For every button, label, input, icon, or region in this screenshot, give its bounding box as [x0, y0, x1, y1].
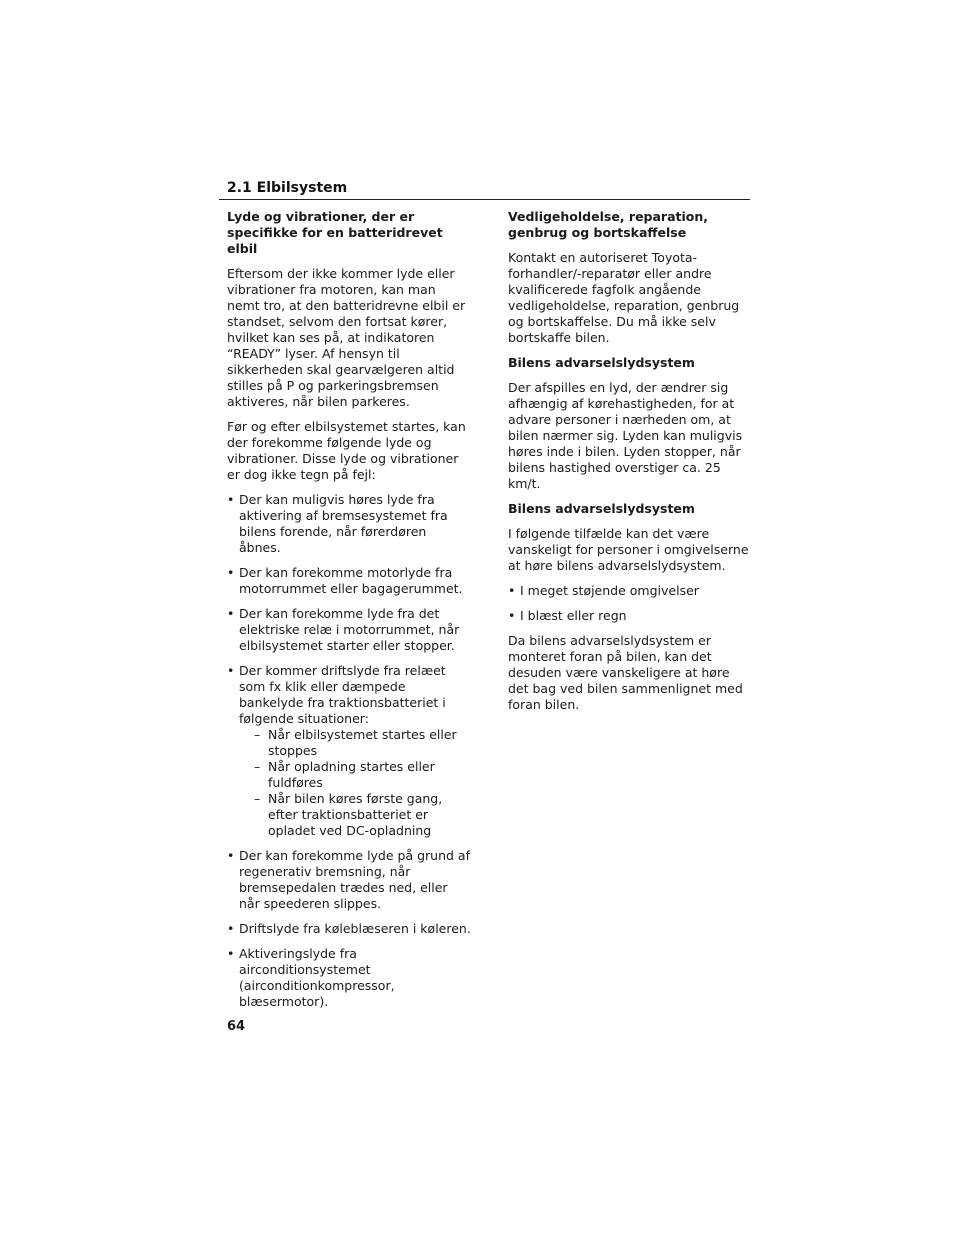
paragraph-front-mounted: Da bilens advarselslydsystem er monteret foran på bilen, kan det desuden være vanskeligere at høre det bag ved bilen sammenlignet med foran bilen.	[508, 633, 743, 712]
paragraph-hard-to-hear: I følgende tilfælde kan det være vanskeligt for personer i omgivelserne at høre bilens advarselslydsystem.	[508, 526, 749, 573]
section-header	[219, 179, 750, 200]
list-item: • Aktiveringslyde fra airconditionsystemet (airconditionkompressor, blæsermotor).	[227, 946, 472, 1010]
section-title: 2.1 Elbilsystem	[227, 180, 348, 196]
list-item: • I meget støjende omgivelser	[508, 583, 753, 599]
paragraph-sounds-intro: Før og efter elbilsystemet startes, kan der forekomme følgende lyde og vibrationer. Disse lyde og vibrationer er dog ikke tegn på fejl:	[227, 419, 466, 482]
paragraph-maintenance: Kontakt en autoriseret Toyota-forhandler/-reparatør eller andre kvalificerede fagfolk angående vedligeholdelse, reparation, genbrug og bortskaffelse. Du må ikke selv bortskaffe bilen.	[508, 250, 740, 345]
list-item: • Der kan muligvis høres lyde fra aktivering af bremsesystemet fra bilens forende, når førerdøren åbnes.	[227, 492, 472, 556]
list-item: • Der kan forekomme motorlyde fra motorrummet eller bagagerummet.	[227, 565, 472, 597]
page-number: 64	[227, 1019, 246, 1034]
sub-list-item: – Når elbilsystemet startes eller stoppes	[239, 727, 472, 759]
list-item: • Driftslyde fra køleblæseren i køleren.	[227, 921, 472, 937]
sub-list-item: – Når bilen køres første gang, efter traktionsbatteriet er opladet ved DC-opladning	[239, 791, 472, 839]
list-item: • Der kan forekomme lyde fra det elektriske relæ i motorrummet, når elbilsystemet starter eller stopper.	[227, 606, 472, 654]
header-divider	[219, 199, 750, 200]
sounds-bullet-list	[227, 492, 472, 1010]
list-item: • Der kommer driftslyde fra relæet som fx klik eller dæmpede bankelyde fra traktionsbatteriet i følgende situationer: – Når elbilsystemet startes eller stoppes – Når opladning startes eller fuldføres – Når bilen køres første gang, efter traktionsbatteriet er opladet ved DC-opladning	[227, 663, 472, 839]
heading-sounds-vibrations: Lyde og vibrationer, der er specifikke for en batteridrevet elbil	[227, 209, 443, 256]
sub-list-item: – Når opladning startes eller fuldføres	[239, 759, 472, 791]
paragraph-warning-sound: Der afspilles en lyd, der ændrer sig afhængig af kørehastigheden, for at advare personer i nærheden om, at bilen nærmer sig. Lyden kan muligvis høres inde i bilen. Lyden stopper, når bilens hastighed overstiger ca. 25 km/t.	[508, 380, 743, 491]
heading-warning-sound-system-2: Bilens advarselslydsystem	[508, 501, 695, 516]
list-item: • I blæst eller regn	[508, 608, 753, 624]
list-item: • Der kan forekomme lyde på grund af regenerativ bremsning, når bremsepedalen trædes ned, eller når speederen slippes.	[227, 848, 472, 912]
heading-maintenance: Vedligeholdelse, reparation, genbrug og bortskaffelse	[508, 209, 709, 240]
conditions-bullet-list	[508, 583, 753, 624]
paragraph-ready-indicator: Eftersom der ikke kommer lyde eller vibrationer fra motoren, kan man nemt tro, at den batteridrevne elbil er standset, selvom den fortsat kører, hvilket kan ses på, at indikatoren “READY” lyser. Af hensyn til sikkerheden skal gearvælgeren altid stilles på P og parkeringsbremsen aktiveres, når bilen parkeres.	[227, 266, 466, 409]
right-column	[508, 209, 753, 722]
left-column	[227, 209, 472, 1019]
heading-warning-sound-system: Bilens advarselslydsystem	[508, 355, 695, 370]
situations-sub-list	[239, 727, 472, 839]
